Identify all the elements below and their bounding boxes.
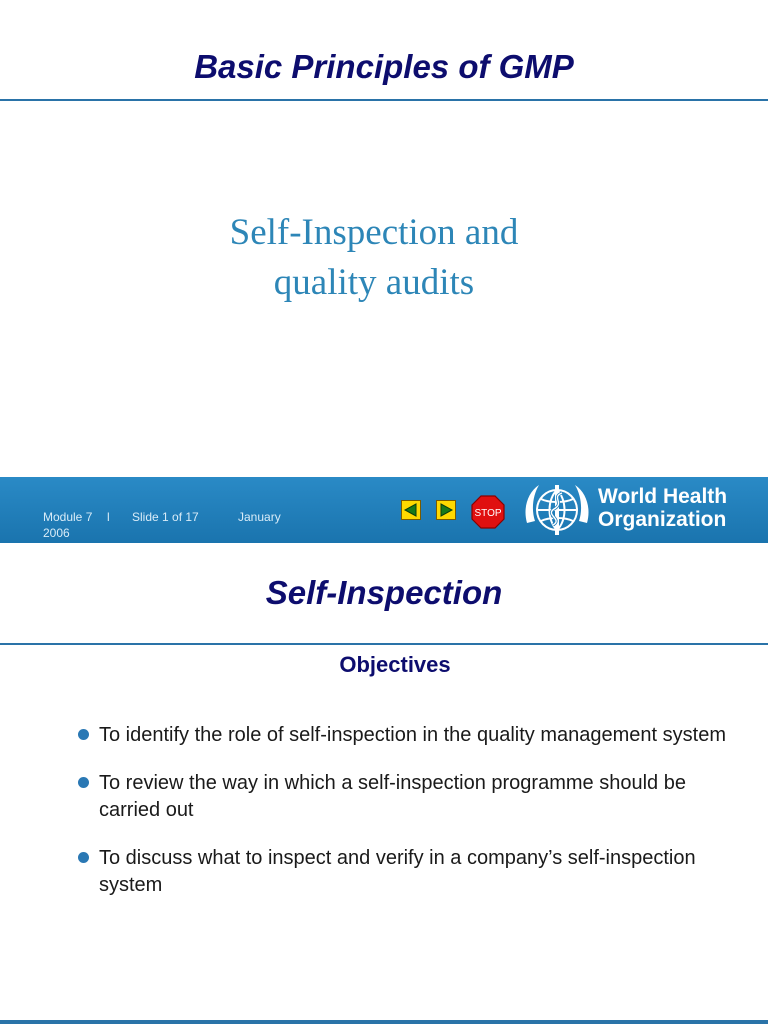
slide-title: Self-Inspection bbox=[265, 574, 503, 611]
who-emblem-icon bbox=[521, 479, 593, 541]
objectives-list bbox=[78, 722, 728, 920]
stop-button[interactable] bbox=[471, 495, 505, 529]
subtitle-line-2: quality audits bbox=[273, 262, 475, 303]
slide-footer bbox=[0, 477, 768, 543]
bullet-icon bbox=[78, 777, 89, 788]
org-name-line-1: World Health bbox=[598, 485, 728, 508]
bullet-icon bbox=[78, 729, 89, 740]
stop-sign-icon bbox=[471, 495, 505, 529]
title-divider bbox=[0, 99, 768, 101]
stop-label: STOP bbox=[474, 508, 502, 519]
slide-subtitle bbox=[120, 208, 628, 308]
slide-title: Basic Principles of GMP bbox=[194, 48, 574, 85]
list-item-text: To discuss what to inspect and verify in a company’s self-inspection system bbox=[99, 847, 696, 896]
right-arrow-icon bbox=[437, 501, 455, 519]
list-item bbox=[78, 770, 728, 824]
list-item-text: To identify the role of self-inspection in the quality management system bbox=[99, 724, 726, 746]
list-item-text: To review the way in which a self-inspection programme should be carried out bbox=[99, 772, 686, 821]
module-label: Module 7 bbox=[43, 510, 93, 524]
list-item bbox=[78, 722, 728, 749]
org-name-line-2: Organization bbox=[598, 508, 727, 531]
bottom-border bbox=[0, 1020, 768, 1024]
subtitle-line-1: Self-Inspection and bbox=[229, 212, 519, 253]
previous-slide-button[interactable] bbox=[401, 500, 421, 520]
title-divider bbox=[0, 643, 768, 645]
footer-separator: l bbox=[107, 510, 110, 524]
section-heading: Objectives bbox=[339, 652, 451, 677]
footer-month: January bbox=[238, 510, 281, 524]
slide-counter: Slide 1 of 17 bbox=[132, 510, 199, 524]
left-arrow-icon bbox=[402, 501, 420, 519]
bullet-icon bbox=[78, 852, 89, 863]
next-slide-button[interactable] bbox=[436, 500, 456, 520]
list-item bbox=[78, 845, 728, 899]
footer-year: 2006 bbox=[43, 526, 70, 540]
organization-name bbox=[598, 485, 727, 531]
